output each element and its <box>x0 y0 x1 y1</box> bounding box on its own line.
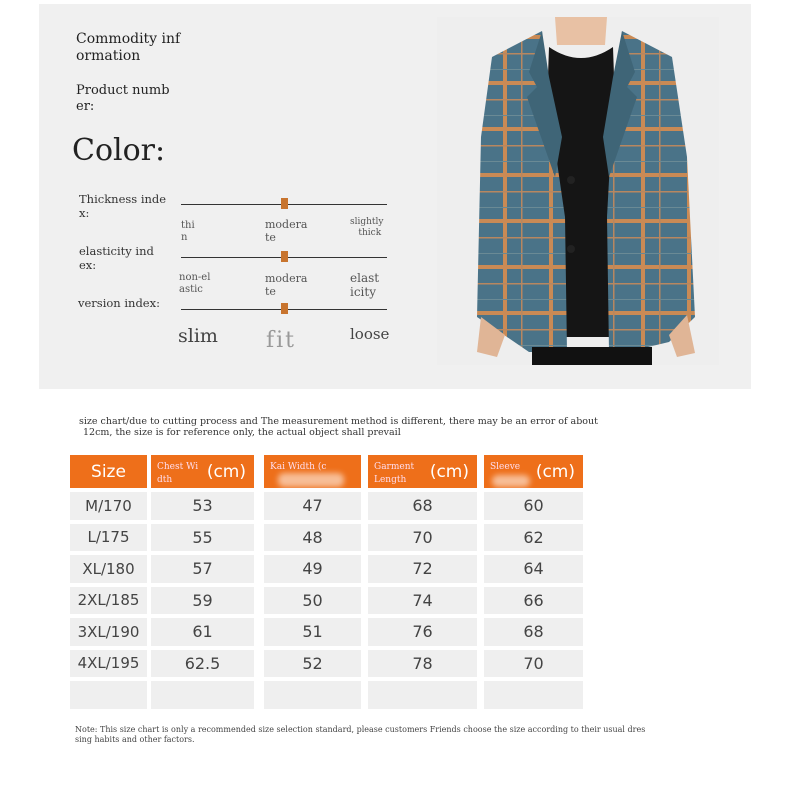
color-label: Color: <box>72 133 166 168</box>
measurement-cell: 72 <box>368 555 477 583</box>
size-cell: XL/180 <box>70 555 147 583</box>
thickness-option-slightly-thick: slightly thick <box>350 217 384 238</box>
measurement-cell <box>264 681 361 709</box>
measurement-cell: 61 <box>151 618 254 646</box>
measurement-cell: 48 <box>264 524 361 552</box>
size-cell: 4XL/195 <box>70 650 147 678</box>
version-option-loose: loose <box>350 325 390 343</box>
size-cell: 2XL/185 <box>70 587 147 615</box>
size-chart-disclaimer: size chart/due to cutting process and The measurement method is different, there may be an error of about 12cm, the size is for reference only, the actual object shall prevail <box>79 416 598 439</box>
measurement-cell: 59 <box>151 587 254 615</box>
thickness-option-moderate: modera te <box>265 218 308 245</box>
size-cell <box>70 681 147 709</box>
version-option-slim: slim <box>178 325 218 347</box>
commodity-info-title: Commodity inf ormation <box>76 31 181 64</box>
thickness-marker <box>281 198 288 209</box>
size-cell: M/170 <box>70 492 147 520</box>
header-size: Size <box>70 455 147 488</box>
product-number-label: Product numb er: <box>76 83 170 114</box>
measurement-cell: 51 <box>264 618 361 646</box>
header-garment-length: Garment Length (cm) <box>368 455 477 488</box>
version-option-fit: fit <box>266 328 297 353</box>
elasticity-option-elasticity: elast icity <box>350 271 380 300</box>
header-chest-width: Chest Wi dth (cm) <box>151 455 254 488</box>
version-index-label: version index: <box>78 296 160 310</box>
elasticity-marker <box>281 251 288 262</box>
measurement-cell: 47 <box>264 492 361 520</box>
measurement-cell: 70 <box>484 650 583 678</box>
measurement-cell: 55 <box>151 524 254 552</box>
measurement-cell: 60 <box>484 492 583 520</box>
thickness-option-thin: thi n <box>181 220 195 243</box>
size-chart-note: Note: This size chart is only a recommended size selection standard, please customers Friends choose the size according to their usual dres sing habits and other factors. <box>75 725 646 744</box>
measurement-cell: 62 <box>484 524 583 552</box>
measurement-cell <box>151 681 254 709</box>
measurement-cell: 74 <box>368 587 477 615</box>
measurement-cell <box>368 681 477 709</box>
measurement-cell: 57 <box>151 555 254 583</box>
version-marker <box>281 303 288 314</box>
header-kai-width: Kai Width (c <box>264 455 361 488</box>
size-cell: L/175 <box>70 524 147 552</box>
elasticity-index-label: elasticity ind ex: <box>79 244 154 272</box>
plaid-blazer-illustration <box>437 17 719 365</box>
measurement-cell: 70 <box>368 524 477 552</box>
measurement-cell <box>484 681 583 709</box>
measurement-cell: 52 <box>264 650 361 678</box>
measurement-cell: 66 <box>484 587 583 615</box>
elasticity-option-non-elastic: non-el astic <box>179 272 211 295</box>
measurement-cell: 68 <box>484 618 583 646</box>
measurement-cell: 62.5 <box>151 650 254 678</box>
measurement-cell: 78 <box>368 650 477 678</box>
measurement-cell: 76 <box>368 618 477 646</box>
measurement-cell: 68 <box>368 492 477 520</box>
header-sleeve: Sleeve (cm) <box>484 455 583 488</box>
measurement-cell: 49 <box>264 555 361 583</box>
measurement-cell: 50 <box>264 587 361 615</box>
elasticity-option-moderate: modera te <box>265 272 308 299</box>
thickness-index-label: Thickness inde x: <box>79 192 167 220</box>
measurement-cell: 53 <box>151 492 254 520</box>
size-cell: 3XL/190 <box>70 618 147 646</box>
product-photo <box>437 17 719 365</box>
measurement-cell: 64 <box>484 555 583 583</box>
